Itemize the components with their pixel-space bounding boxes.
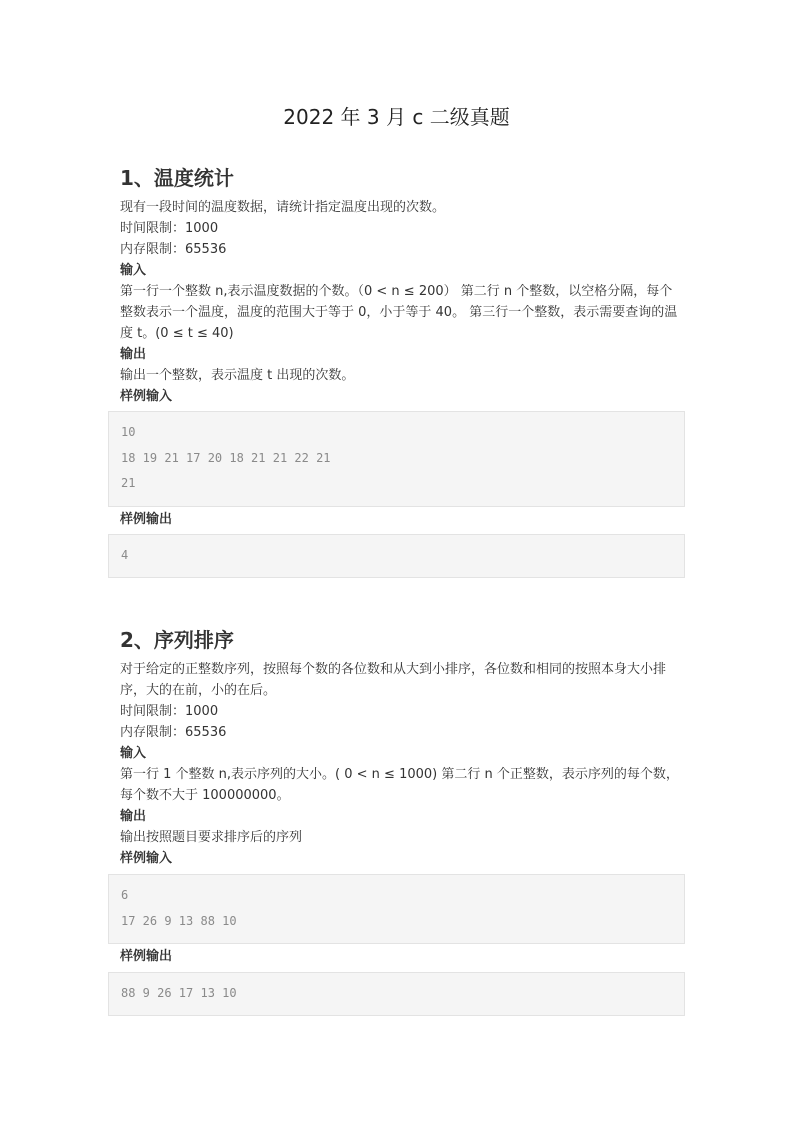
- output-label: 输出: [120, 347, 147, 362]
- output-description: 输出按照题目要求排序后的序列: [120, 830, 303, 845]
- sample-output-code: 88 9 26 17 13 10: [108, 972, 685, 1016]
- problem-heading: 2、序列排序: [120, 628, 234, 652]
- output-label: 输出: [120, 809, 147, 824]
- sample-output-label: 样例输出: [120, 512, 173, 527]
- input-label: 输入: [120, 746, 147, 761]
- problem-section-2: [108, 625, 685, 1016]
- time-limit: 时间限制：1000: [120, 221, 219, 236]
- sample-output-code: 4: [108, 534, 685, 578]
- sample-input-label: 样例输入: [120, 851, 173, 866]
- input-label: 输入: [120, 263, 147, 278]
- sample-input-label: 样例输入: [120, 389, 173, 404]
- memory-limit: 内存限制：65536: [120, 725, 227, 740]
- memory-limit: 内存限制：65536: [120, 242, 227, 257]
- time-limit: 时间限制：1000: [120, 704, 219, 719]
- input-description: 第一行 1 个整数 n,表示序列的大小。( 0 < n ≤ 1000) 第二行 n 个正整数，表示序列的每个数，每个数不大于 100000000。: [120, 767, 679, 803]
- page-title: 2022 年 3 月 c 二级真题: [283, 105, 510, 129]
- input-description: 第一行一个整数 n,表示温度数据的个数。（0 < n ≤ 200） 第二行 n 个整数，以空格分隔，每个整数表示一个温度，温度的范围大于等于 0，小于等于 40。 第三行一个整数，表示需要查询的温度 t。(0 ≤ t ≤ 40): [120, 284, 678, 341]
- output-description: 输出一个整数，表示温度 t 出现的次数。: [120, 368, 355, 383]
- problem-section-1: [108, 163, 685, 578]
- sample-output-label: 样例输出: [120, 949, 173, 964]
- problem-description: 现有一段时间的温度数据，请统计指定温度出现的次数。: [120, 200, 446, 215]
- problem-heading: 1、温度统计: [120, 166, 234, 190]
- sample-input-code: 6 17 26 9 13 88 10: [108, 874, 685, 944]
- sample-input-code: 10 18 19 21 17 20 18 21 21 22 21 21: [108, 411, 685, 507]
- problem-description: 对于给定的正整数序列，按照每个数的各位数和从大到小排序，各位数和相同的按照本身大小排序，大的在前，小的在后。: [120, 662, 667, 698]
